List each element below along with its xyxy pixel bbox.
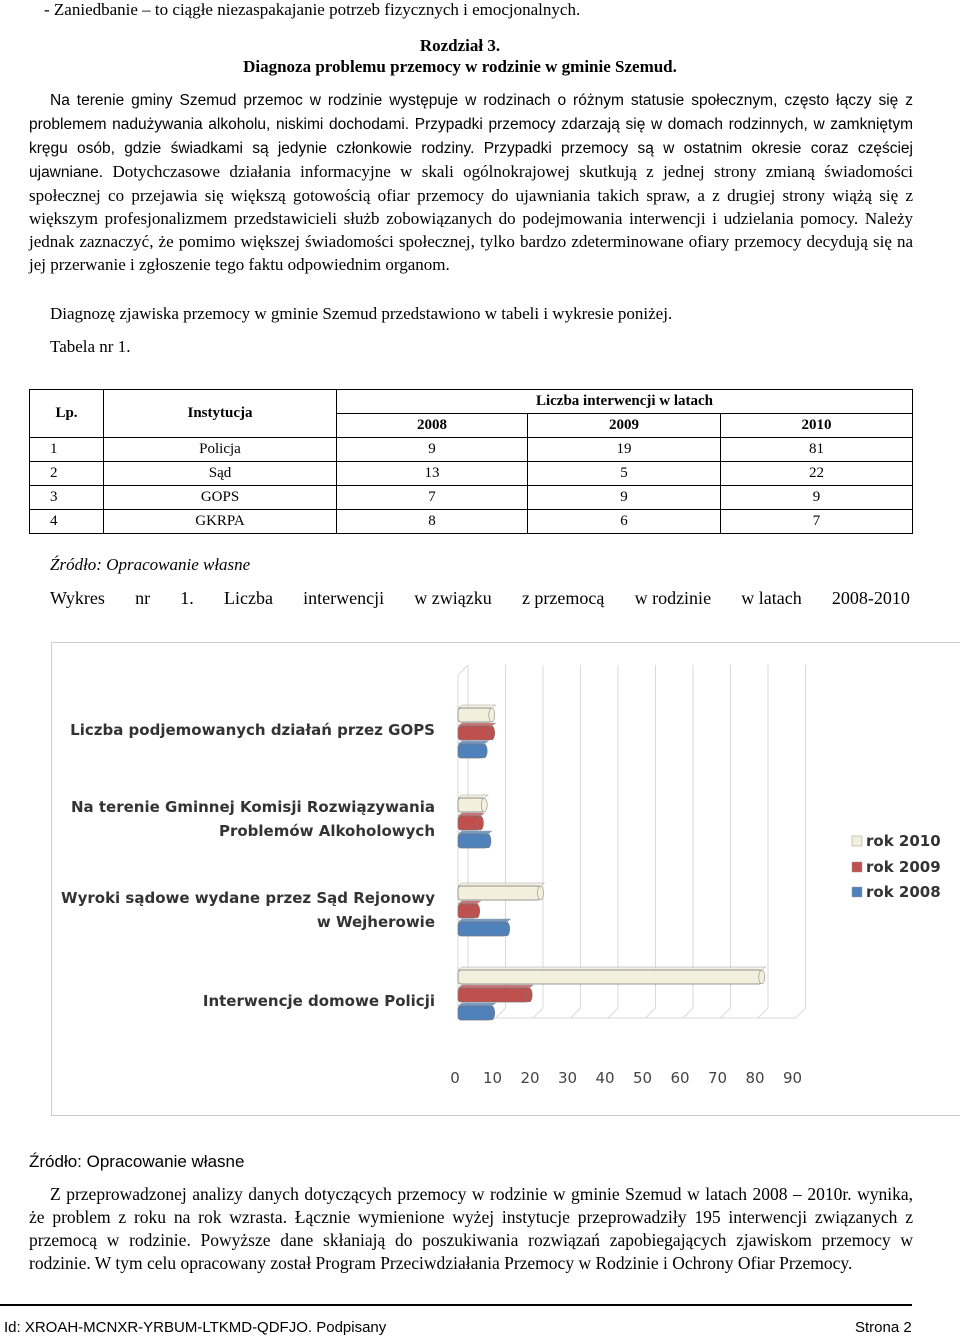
caption-word: nr <box>135 588 151 608</box>
caption-word: interwencji <box>303 588 385 608</box>
gridline-floor <box>721 1008 731 1018</box>
bar-end <box>478 816 484 830</box>
bar <box>458 886 541 900</box>
interventions-chart <box>52 643 960 1115</box>
x-tick-label: 70 <box>707 1069 728 1087</box>
row-lp: 1 <box>30 438 104 462</box>
row-lp: 2 <box>30 462 104 486</box>
caption-word: w związku <box>414 588 492 608</box>
conclusion-paragraph: Z przeprowadzonej analizy danych dotyczących przemocy w rodzinie w gminie Szemud w latach 2008 – 2010r. wynika, że problem z roku na rok wzrasta. Łącznie wymienione wyżej instytucje przeprowadziły 195 interwencji związanych z przemocą w rodzinie. Powyższe dane skłaniają do poszukiwania rozwiązań zapobiegających zjawiskom przemocy w rodzinie. W tym celu opracowany został Program Przeciwdziałania Przemocy w Rodzinie i Ochrony Ofiar Przemocy. <box>29 1184 913 1273</box>
caption-word: z przemocą <box>521 588 605 608</box>
chapter-number: Rozdział 3. <box>419 36 501 55</box>
table-row <box>30 510 913 534</box>
caption-word: Liczba <box>223 588 273 608</box>
bar-end <box>504 922 510 936</box>
row-value-2008: 8 <box>337 510 528 534</box>
bar-top <box>458 883 545 886</box>
header-institution: Instytucja <box>104 390 337 438</box>
chapter-title: Diagnoza problemu przemocy w rodzinie w gminie Szemud. <box>243 57 677 76</box>
bar-top <box>458 901 481 904</box>
bar-end <box>481 798 487 812</box>
bar-end <box>485 834 491 848</box>
row-value-2008: 7 <box>337 486 528 510</box>
header-year-2008: 2008 <box>337 414 528 438</box>
bar <box>458 922 507 936</box>
gridline-floor <box>646 1008 656 1018</box>
x-tick-label: 60 <box>670 1069 690 1087</box>
bar <box>458 988 529 1002</box>
x-tick-label: 10 <box>482 1069 503 1087</box>
footer-id: Id: XROAH-MCNXR-YRBUM-LTKMD-QDFJO. Podpisany <box>4 1319 387 1336</box>
footer-rule <box>0 1304 912 1306</box>
bar <box>458 798 484 812</box>
x-tick-label: 90 <box>782 1069 803 1087</box>
legend-label: rok 2010 <box>866 832 941 850</box>
gridline-floor <box>683 1008 693 1018</box>
legend-swatch <box>852 862 862 872</box>
table-row <box>30 486 913 510</box>
bar-end <box>489 708 495 722</box>
row-value-2009: 5 <box>528 462 721 486</box>
bar-end <box>538 886 544 900</box>
intro-paragraph-part1: Na terenie gminy Szemud przemoc w rodzinie występuje w rodzinach o różnym statusie społecznym, często łączy się z problemem nadużywania alkoholu, niskimi dochodami. Przypadki przemocy zdarzają się w domach rodzinnych, w zamkniętym kręgu osób, gdzie świadkami są jedynie członkowie rodziny. Przypadki przemocy są w ostatnim okresie coraz częściej ujawniane. <box>29 92 913 181</box>
chart-source: Źródło: Opracowanie własne <box>29 1152 245 1171</box>
gridline-floor <box>533 1008 543 1018</box>
row-value-2009: 19 <box>528 438 721 462</box>
row-value-2008: 13 <box>337 462 528 486</box>
caption-word: Wykres <box>50 588 105 608</box>
bar-top <box>458 831 492 834</box>
category-label: w Wejherowie <box>316 913 435 931</box>
axis-wall-top <box>458 665 468 675</box>
gridline-floor <box>796 1008 806 1018</box>
category-label: Wyroki sądowe wydane przez Sąd Rejonowy <box>61 889 435 907</box>
row-lp: 4 <box>30 510 104 534</box>
bar <box>458 744 484 758</box>
bar <box>458 970 762 984</box>
chart-container <box>51 642 960 1116</box>
legend-label: rok 2008 <box>866 883 941 901</box>
bar <box>458 708 492 722</box>
x-tick-label: 30 <box>557 1069 578 1087</box>
caption-word: w latach <box>741 588 802 608</box>
legend-swatch <box>852 836 862 846</box>
header-year-2009: 2009 <box>528 414 721 438</box>
row-value-2010: 7 <box>721 510 913 534</box>
bar-end <box>474 904 480 918</box>
x-tick-label: 0 <box>450 1069 460 1087</box>
row-institution: GKRPA <box>104 510 337 534</box>
intro-paragraph <box>29 88 913 276</box>
bar-end <box>481 744 487 758</box>
bar <box>458 726 492 740</box>
row-value-2009: 9 <box>528 486 721 510</box>
bar <box>458 816 481 830</box>
x-tick-label: 20 <box>520 1069 540 1087</box>
row-value-2010: 9 <box>721 486 913 510</box>
category-label: Problemów Alkoholowych <box>218 822 435 840</box>
footer-page: Strona 2 <box>855 1319 912 1336</box>
bar-top <box>458 741 488 744</box>
bar-end <box>526 988 532 1002</box>
bar-top <box>458 813 485 816</box>
bar-top <box>458 985 533 988</box>
intro-paragraph-part2: Dotychczasowe działania informacyjne w skali ogólnokrajowej skutkują z jednej strony zmianą świadomości społecznej co przejawia się większą gotowością ofiar przemocy do ujawniania takich spraw, a z drugiej strony wiążą się z większym profesjonalizmem przedstawicieli służb zobowiązanych do podejmowania interwencji i udzielania pomocy. Należy jednak zaznaczyć, że pomimo większej świadomości społecznej, tylko bardzo zdeterminowane ofiary przemocy decydują się na jej przerwanie i zgłoszenie tego faktu odpowiednim organom. <box>29 162 914 274</box>
caption-word: 1. <box>180 588 194 608</box>
row-lp: 3 <box>30 486 104 510</box>
bar-top <box>458 723 496 726</box>
gridline-floor <box>496 1008 506 1018</box>
caption-word: w rodzinie <box>634 588 712 608</box>
gridline-floor <box>758 1008 768 1018</box>
header-lp: Lp. <box>30 390 104 438</box>
category-label: Interwencje domowe Policji <box>202 992 435 1010</box>
row-institution: Policja <box>104 438 337 462</box>
bar-end <box>489 1006 495 1020</box>
bar-end <box>489 726 495 740</box>
table-row <box>30 462 913 486</box>
row-institution: Sąd <box>104 462 337 486</box>
bar <box>458 1006 492 1020</box>
intro-bullet: - Zaniedbanie – to ciągłe niezaspakajanie potrzeb fizycznych i emocjonalnych. <box>44 0 581 19</box>
interventions-table <box>29 389 913 534</box>
caption-word: 2008-2010 <box>831 588 910 608</box>
header-interventions: Liczba interwencji w latach <box>337 390 913 414</box>
header-year-2010: 2010 <box>721 414 913 438</box>
diagnosis-line: Diagnozę zjawiska przemocy w gminie Szemud przedstawiono w tabeli i wykresie poniżej. <box>50 304 673 323</box>
gridline-floor <box>571 1008 581 1018</box>
row-value-2010: 81 <box>721 438 913 462</box>
gridline-floor <box>608 1008 618 1018</box>
table-source: Źródło: Opracowanie własne <box>50 555 251 574</box>
x-tick-label: 50 <box>632 1069 653 1087</box>
bar <box>458 834 488 848</box>
legend-swatch <box>852 887 862 897</box>
row-value-2010: 22 <box>721 462 913 486</box>
chart-caption <box>50 587 910 610</box>
bar-top <box>458 919 511 922</box>
category-label: Na terenie Gminnej Komisji Rozwiązywania <box>70 798 435 816</box>
bar-top <box>458 967 766 970</box>
row-institution: GOPS <box>104 486 337 510</box>
table-caption: Tabela nr 1. <box>50 337 131 356</box>
table-row <box>30 438 913 462</box>
bar-top <box>458 1003 496 1006</box>
bar-top <box>458 795 488 798</box>
category-label: Liczba podjemowanych działań przez GOPS <box>70 721 435 739</box>
row-value-2009: 6 <box>528 510 721 534</box>
x-tick-label: 40 <box>595 1069 615 1087</box>
legend-label: rok 2009 <box>866 858 941 876</box>
x-tick-label: 80 <box>745 1069 765 1087</box>
bar-end <box>759 970 765 984</box>
bar-top <box>458 705 496 708</box>
row-value-2008: 9 <box>337 438 528 462</box>
